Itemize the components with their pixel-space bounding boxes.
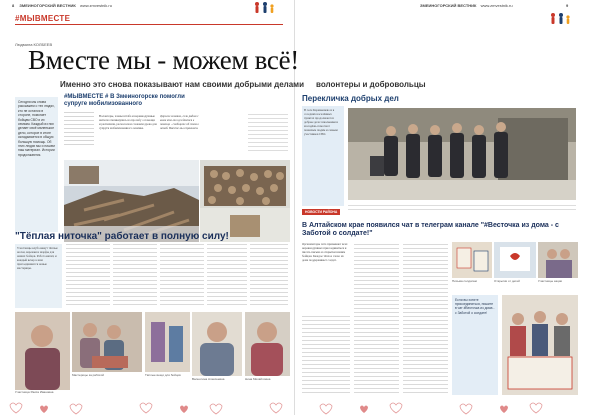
running-head-left [12, 3, 112, 8]
subhead-right: волонтеры и добровольцы [316, 80, 426, 89]
article2-title: Перекличка добрых дел [302, 94, 399, 103]
family-logo-icon [548, 12, 574, 26]
photo-caption: Валентина Алексеевна [192, 377, 225, 381]
rubric-tag: #МЫВМЕСТЕ [15, 14, 71, 23]
section-label: НОВОСТИ РАЙОНА [302, 209, 340, 215]
site-left: www.zmvestnik.ru [79, 3, 112, 8]
page-number-left: 8 [12, 3, 15, 8]
rubric-rule [15, 24, 283, 25]
article2-body-lines [348, 205, 576, 213]
article4-col2 [403, 244, 448, 394]
article4-lead: Организаторы чата призывают всех неравнодушных присоединиться и писать письма и открытки нашим бойцам. Каждое тёплое слово из дома поддерживает солдат. [302, 242, 348, 262]
photo-caption: Участницы акции [538, 279, 563, 283]
youth-volunteers-photo [348, 108, 576, 200]
article1-quote: Дорогие земляки, если рядом с вами кто-то нуждается в помощи - сообщите об этом в штаб. Вместе мы справимся. [160, 114, 199, 130]
info-box [452, 295, 498, 395]
photo-caption: Участница Раиса Ивановна [15, 390, 54, 394]
article1-title: #МЫВМЕСТЕ # В Змеиногорске помогли супруге мобилизованного [64, 94, 185, 107]
participants-photo [538, 242, 578, 278]
paper-name-right: ЗМЕИНОГОРСКИЙ ВЕСТНИК [420, 3, 477, 8]
paper-name-left: ЗМЕИНОГОРСКИЙ ВЕСТНИК [19, 3, 76, 8]
article3-title: "Тёплая ниточка" работает в полную силу! [15, 231, 229, 242]
article3-col3 [160, 244, 204, 306]
article4-title: В Алтайском крае появился чат в телеграм канале "#Весточка из дома - с Заботой о солдате!" [302, 222, 559, 237]
page-number-right: 9 [566, 3, 569, 8]
photo-caption: Письма солдатам [452, 279, 477, 283]
article3-col4 [207, 244, 247, 306]
main-headline: Вместе мы - можем всё! [28, 45, 299, 75]
family-logo-icon [252, 1, 278, 15]
photo-caption: Тёплые вещи для бойцов [145, 373, 181, 377]
info-text: Если вы хотите присоединиться, пишите в чат #Весточка из дома - с Заботой о солдате! [455, 298, 495, 315]
photo-caption: Открытки от детей [494, 279, 520, 283]
article4-col1 [354, 244, 399, 394]
running-head-right [420, 3, 513, 8]
knitted-items-photo [145, 312, 190, 372]
article1-body: Волонтеры, члены штаба и неравнодушные жители откликнулись на просьбу о помощи и распилили, раскололи и сложили дрова для супруги мобилизованного земляка. [99, 114, 157, 130]
cards-photo [494, 242, 536, 278]
article3-lead: Участницы клуба вяжут тёплые носки, варежки и шарфы для наших бойцов. Работа кипит, и каждый вечер к ним присоединяются новые мастерицы. [15, 244, 62, 308]
firewood-photo [64, 160, 199, 242]
article3-col2 [113, 244, 157, 306]
woodpile-photo [200, 160, 290, 242]
heart-icon [0, 400, 590, 415]
article3-col1 [66, 244, 110, 306]
intro-sidebar [15, 97, 58, 232]
article1-body-lines [64, 112, 94, 148]
article1-col-lines [248, 114, 288, 154]
article4-col0 [302, 316, 350, 394]
photo-caption: Нина Михайловна [245, 377, 271, 381]
knitter-photo-3 [245, 312, 290, 376]
knitting-group-photo [72, 312, 142, 372]
author-credit: Людмила КОЛБЕЕВ [15, 42, 53, 47]
intro-text: Сегодня мы снова расскажем о тех людях, кто не остался в стороне, помогает бойцам СВО и их семьям. Каждый из них делает своё маленькое дело, которое в итоге складывается в общую большую помощь. Об этих людях мы и пишем наш материал. Истории продолжаются. [18, 100, 55, 157]
article3-col5 [250, 244, 288, 306]
photo-caption: Мастерицы за работой [72, 373, 104, 377]
site-right: www.zmvestnik.ru [480, 3, 513, 8]
group-photo [502, 295, 578, 395]
knitter-photo-2 [192, 312, 242, 376]
article2-lead: В селе Карамышево и в соседних населённых пунктах продолжаются добрые дела: школьники и молодёжь помогают пожилым людям и семьям участников СВО. [302, 106, 344, 206]
knitter-photo-1 [15, 312, 70, 390]
letters-photo [452, 242, 492, 278]
subhead-left: Именно это снова показывают нам своими добрыми делами [60, 80, 305, 89]
